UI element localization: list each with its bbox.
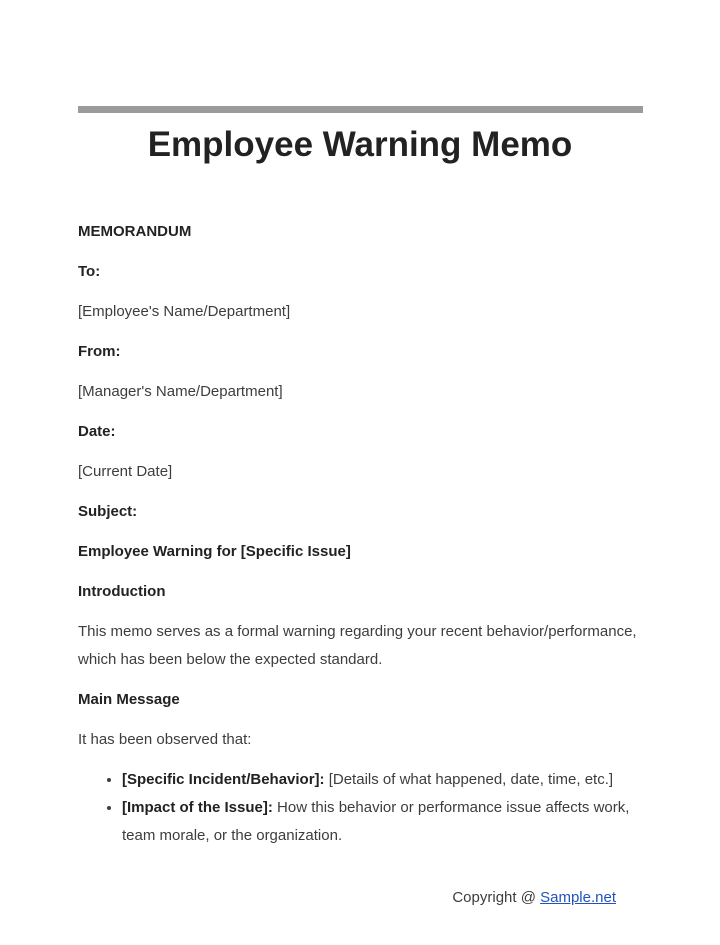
bullet-label: [Specific Incident/Behavior]: (122, 771, 325, 788)
field-value-from: [Manager's Name/Department] (78, 383, 283, 400)
bullet-list (78, 766, 644, 850)
main-message-heading: Main Message (78, 691, 180, 708)
bullet-item-incident (122, 766, 644, 794)
bullet-label: [Impact of the Issue]: (122, 799, 273, 816)
field-label-from: From: (78, 343, 121, 360)
top-divider-rule (78, 106, 643, 113)
field-value-to: [Employee's Name/Department] (78, 303, 291, 320)
subject-label: Subject: (78, 503, 138, 520)
sample-net-link[interactable]: Sample.net (540, 889, 616, 906)
page-title: Employee Warning Memo (147, 125, 573, 164)
field-value-date: [Current Date] (78, 463, 173, 480)
introduction-heading: Introduction (78, 583, 166, 600)
bullet-text: [Details of what happened, date, time, etc.] (328, 771, 614, 788)
subject-value: Employee Warning for [Specific Issue] (78, 543, 351, 560)
memorandum-heading: MEMORANDUM (78, 223, 192, 240)
field-label-to: To: (78, 263, 101, 280)
footer (452, 884, 616, 912)
copyright-text: Copyright @ (452, 889, 536, 906)
bullet-item-impact (122, 794, 644, 850)
introduction-paragraph: This memo serves as a formal warning regarding your recent behavior/performance, which has been below the expected standard. (78, 623, 637, 668)
bullet-text: How this behavior or performance issue affects work, team morale, or the organization. (122, 799, 630, 844)
field-label-date: Date: (78, 423, 116, 440)
memo-body (78, 218, 644, 850)
main-message-lead: It has been observed that: (78, 731, 252, 748)
